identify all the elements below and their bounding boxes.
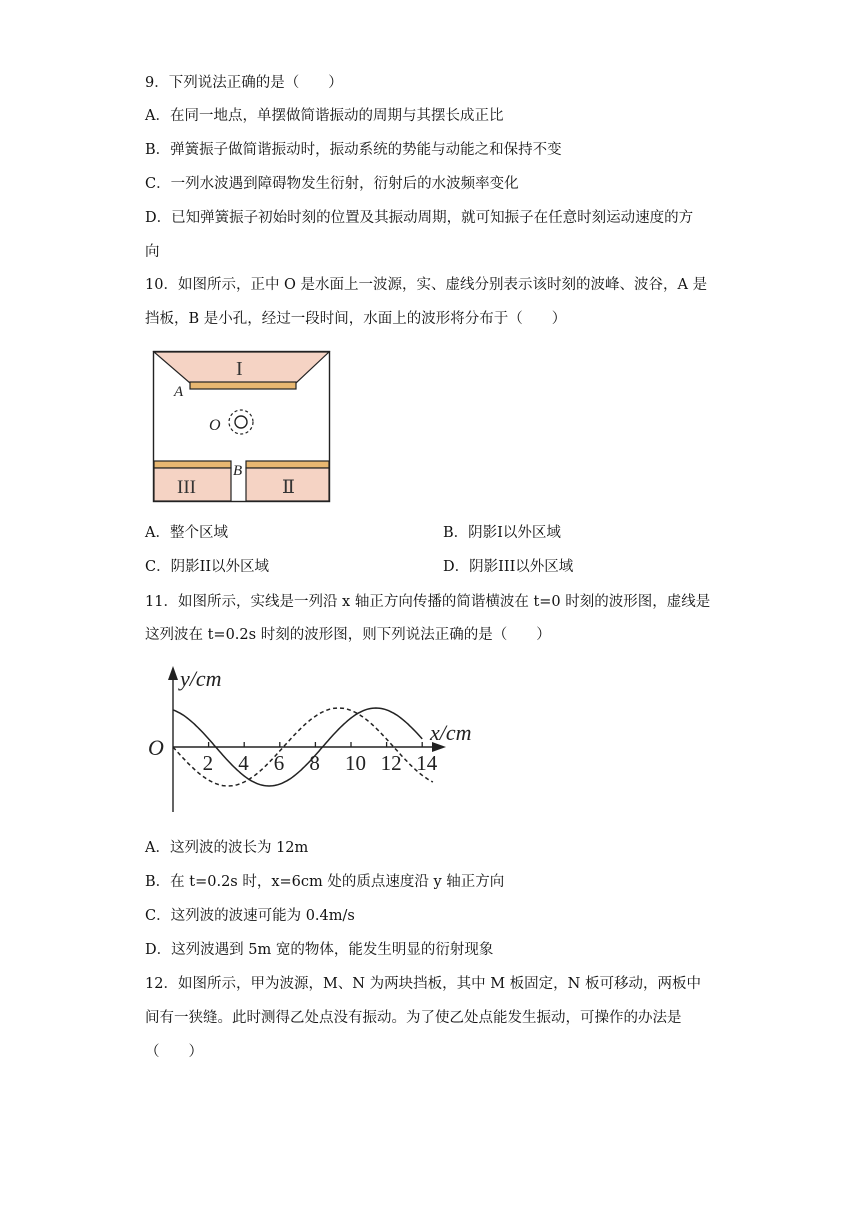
- barrier-right: [246, 461, 329, 468]
- q9-option-d-cont: 向: [145, 244, 160, 260]
- x-tick-label: 4: [238, 751, 249, 775]
- y-axis-label: y/cm: [180, 666, 222, 691]
- q11-stem-line1: 11．如图所示，实线是一列沿 x 轴正方向传播的简谐横波在 t=0 时刻的波形图，虚线是: [145, 594, 711, 610]
- q11-option-b: B．在 t=0.2s 时，x=6cm 处的质点速度沿 y 轴正方向: [145, 874, 505, 890]
- label-a: A: [174, 384, 184, 400]
- q10-figure: [150, 348, 335, 505]
- q11-option-a: A．这列波的波长为 12m: [145, 840, 309, 856]
- x-axis-label: x/cm: [430, 720, 472, 745]
- q12-stem-line1: 12．如图所示，甲为波源，M、N 为两块挡板，其中 M 板固定，N 板可移动，两板中: [145, 976, 701, 992]
- origin-label: O: [148, 735, 164, 760]
- q9-option-b: B．弹簧振子做简谐振动时，振动系统的势能与动能之和保持不变: [145, 142, 562, 158]
- x-tick-label: 6: [273, 751, 285, 775]
- label-o: O: [209, 417, 221, 434]
- barrier-left: [154, 461, 231, 468]
- x-tick-label: 10: [345, 751, 366, 775]
- q11-option-c: C．这列波的波速可能为 0.4m/s: [145, 908, 355, 924]
- label-region-3: III: [177, 477, 196, 498]
- q10-option-d: D．阴影III以外区域: [443, 559, 574, 575]
- x-tick-label: 2: [202, 751, 214, 775]
- q9-stem: 9．下列说法正确的是（ ）: [145, 75, 343, 91]
- y-axis-arrow: [168, 666, 178, 680]
- q9-option-a: A．在同一地点，单摆做简谐振动的周期与其摆长成正比: [145, 108, 504, 124]
- q10-option-a: A．整个区域: [145, 525, 228, 541]
- q11-wave-graph: [140, 660, 500, 820]
- x-tick-label: 8: [309, 751, 320, 775]
- q10-option-c: C．阴影II以外区域: [145, 559, 270, 575]
- x-tick-label: 12: [380, 751, 402, 775]
- label-region-1: I: [236, 358, 243, 380]
- q10-stem-line2: 挡板，B 是小孔，经过一段时间，水面上的波形将分布于（ ）: [145, 311, 567, 327]
- q12-stem-line2: 间有一狭缝。此时测得乙处点没有振动。为了使乙处点能发生振动，可操作的办法是: [145, 1010, 682, 1026]
- q11-stem-line2: 这列波在 t=0.2s 时刻的波形图，则下列说法正确的是（ ）: [145, 627, 551, 643]
- q10-stem-line1: 10．如图所示，正中 O 是水面上一波源，实、虚线分别表示该时刻的波峰、波谷，A 是: [145, 277, 708, 293]
- q9-option-d: D．已知弹簧振子初始时刻的位置及其振动周期，就可知振子在任意时刻运动速度的方: [145, 210, 694, 226]
- q9-option-c: C．一列水波遇到障碍物发生衍射，衍射后的水波频率变化: [145, 176, 519, 192]
- barrier-a: [190, 382, 296, 389]
- q11-option-d: D．这列波遇到 5m 宽的物体，能发生明显的衍射现象: [145, 942, 494, 958]
- label-region-2: Ⅱ: [282, 477, 295, 498]
- label-b: B: [233, 463, 243, 479]
- q10-option-b: B．阴影I以外区域: [443, 525, 561, 541]
- x-tick-label: 14: [416, 751, 438, 775]
- q12-stem-line3: （ ）: [145, 1044, 203, 1060]
